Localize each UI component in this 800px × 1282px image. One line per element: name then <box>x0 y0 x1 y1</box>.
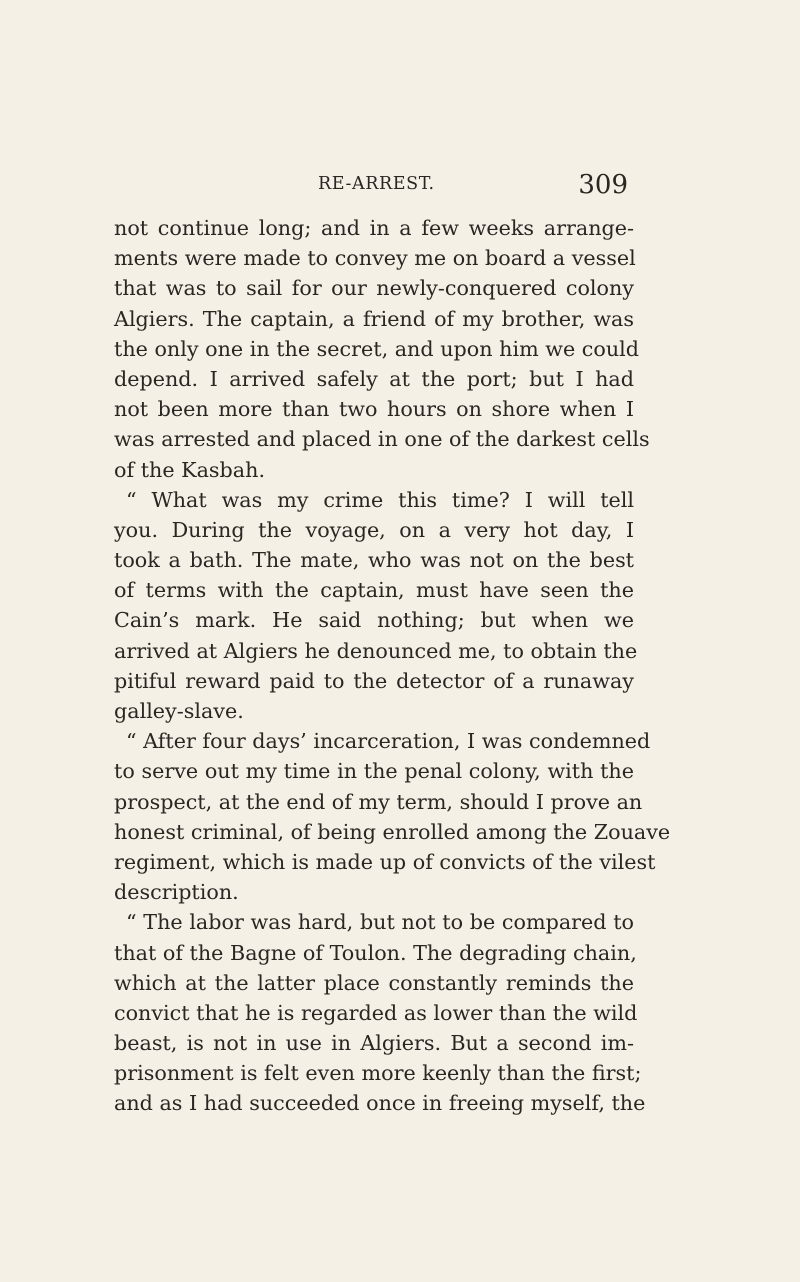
text-line: galley-slave. <box>114 699 244 723</box>
running-head <box>318 170 628 200</box>
text-line: of terms with the captain, must have seen the <box>114 578 634 603</box>
text-line: prisonment is felt even more keenly than the first; <box>114 1061 642 1086</box>
text-line: prospect, at the end of my term, should I prove an <box>114 789 643 814</box>
text-line: pitiful reward paid to the detector of a runaway <box>114 668 634 693</box>
text-line: the only one in the secret, and upon him we could <box>114 336 640 361</box>
text-line: description. <box>114 880 239 905</box>
text-line: that was to sail for our newly-conquered colony <box>114 276 634 301</box>
text-line: regiment, which is made up of convicts of the vilest <box>114 849 656 874</box>
text-line: which at the latter place constantly reminds the <box>114 970 634 995</box>
body-text <box>114 213 671 1119</box>
text-line: to serve out my time in the penal colony, with the <box>114 759 634 784</box>
text-line: depend. I arrived safely at the port; but I had <box>114 366 634 391</box>
text-line: Cain’s mark. He said nothing; but when we <box>114 608 634 633</box>
text-line: “ What was my crime this time? I will tell <box>126 487 634 512</box>
text-line: not continue long; and in a few weeks arrange- <box>114 216 634 240</box>
page-number: 309 <box>578 170 628 200</box>
text-line: beast, is not in use in Algiers. But a second im- <box>114 1031 634 1056</box>
text-line: arrived at Algiers he denounced me, to obtain the <box>114 638 638 663</box>
running-title: RE-ARREST. <box>318 174 435 194</box>
text-line: ments were made to convey me on board a vessel <box>114 246 636 271</box>
text-line: and as I had succeeded once in freeing myself, the <box>114 1091 646 1116</box>
text-line: “ After four days’ incarceration, I was condemned <box>126 729 651 754</box>
text-line: “ The labor was hard, but not to be compared to <box>126 910 634 935</box>
text-line: honest criminal, of being enrolled among the Zouave <box>114 819 671 844</box>
text-line: convict that he is regarded as lower than the wild <box>114 1000 638 1025</box>
text-line: not been more than two hours on shore when I <box>114 397 634 422</box>
text-line: was arrested and placed in one of the darkest cells <box>114 427 650 452</box>
text-line: Algiers. The captain, a friend of my brother, was <box>114 306 634 331</box>
text-line: took a bath. The mate, who was not on the best <box>114 548 634 573</box>
text-line: you. During the voyage, on a very hot day, I <box>114 517 634 542</box>
text-line: that of the Bagne of Toulon. The degrading chain, <box>114 940 637 965</box>
text-line: of the Kasbah. <box>114 457 266 482</box>
